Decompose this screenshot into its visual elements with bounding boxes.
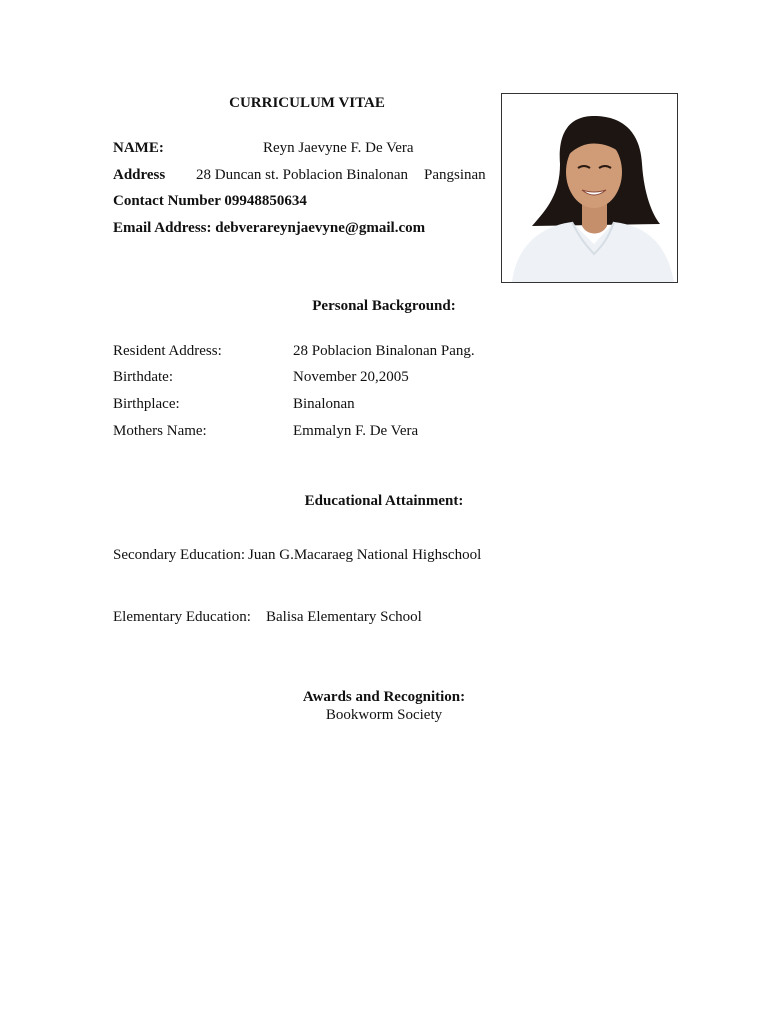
- secondary-education-label: Secondary Education:: [113, 547, 246, 563]
- contact-number: Contact Number 09948850634: [113, 193, 307, 209]
- awards-heading: Awards and Recognition:: [302, 689, 466, 705]
- birthdate-label: Birthdate:: [113, 369, 173, 385]
- secondary-education-value: Juan G.Macaraeg National Highschool: [248, 547, 482, 563]
- resident-address-label: Resident Address:: [113, 343, 222, 359]
- award-item: Bookworm Society: [325, 707, 443, 723]
- name-value: Reyn Jaevyne F. De Vera: [263, 140, 414, 156]
- education-heading: Educational Attainment:: [304, 493, 464, 509]
- name-label: NAME:: [113, 140, 164, 156]
- profile-photo: [501, 93, 678, 283]
- address-label: Address: [113, 167, 166, 183]
- personal-background-heading: Personal Background:: [312, 298, 456, 314]
- birthdate-value: November 20,2005: [293, 369, 409, 385]
- birthplace-value: Binalonan: [293, 396, 355, 412]
- birthplace-label: Birthplace:: [113, 396, 180, 412]
- elementary-education-label: Elementary Education:: [113, 609, 251, 625]
- resident-address-value: 28 Poblacion Binalonan Pang.: [293, 343, 475, 359]
- elementary-education-value: Balisa Elementary School: [266, 609, 422, 625]
- mothers-name-value: Emmalyn F. De Vera: [293, 423, 419, 439]
- address-value: 28 Duncan st. Poblacion Binalonan: [196, 167, 409, 183]
- address-province: Pangsinan: [424, 167, 486, 183]
- mothers-name-label: Mothers Name:: [113, 423, 207, 439]
- document-title: CURRICULUM VITAE: [229, 95, 385, 111]
- email-address: Email Address: debverareynjaevyne@gmail.com: [113, 220, 426, 236]
